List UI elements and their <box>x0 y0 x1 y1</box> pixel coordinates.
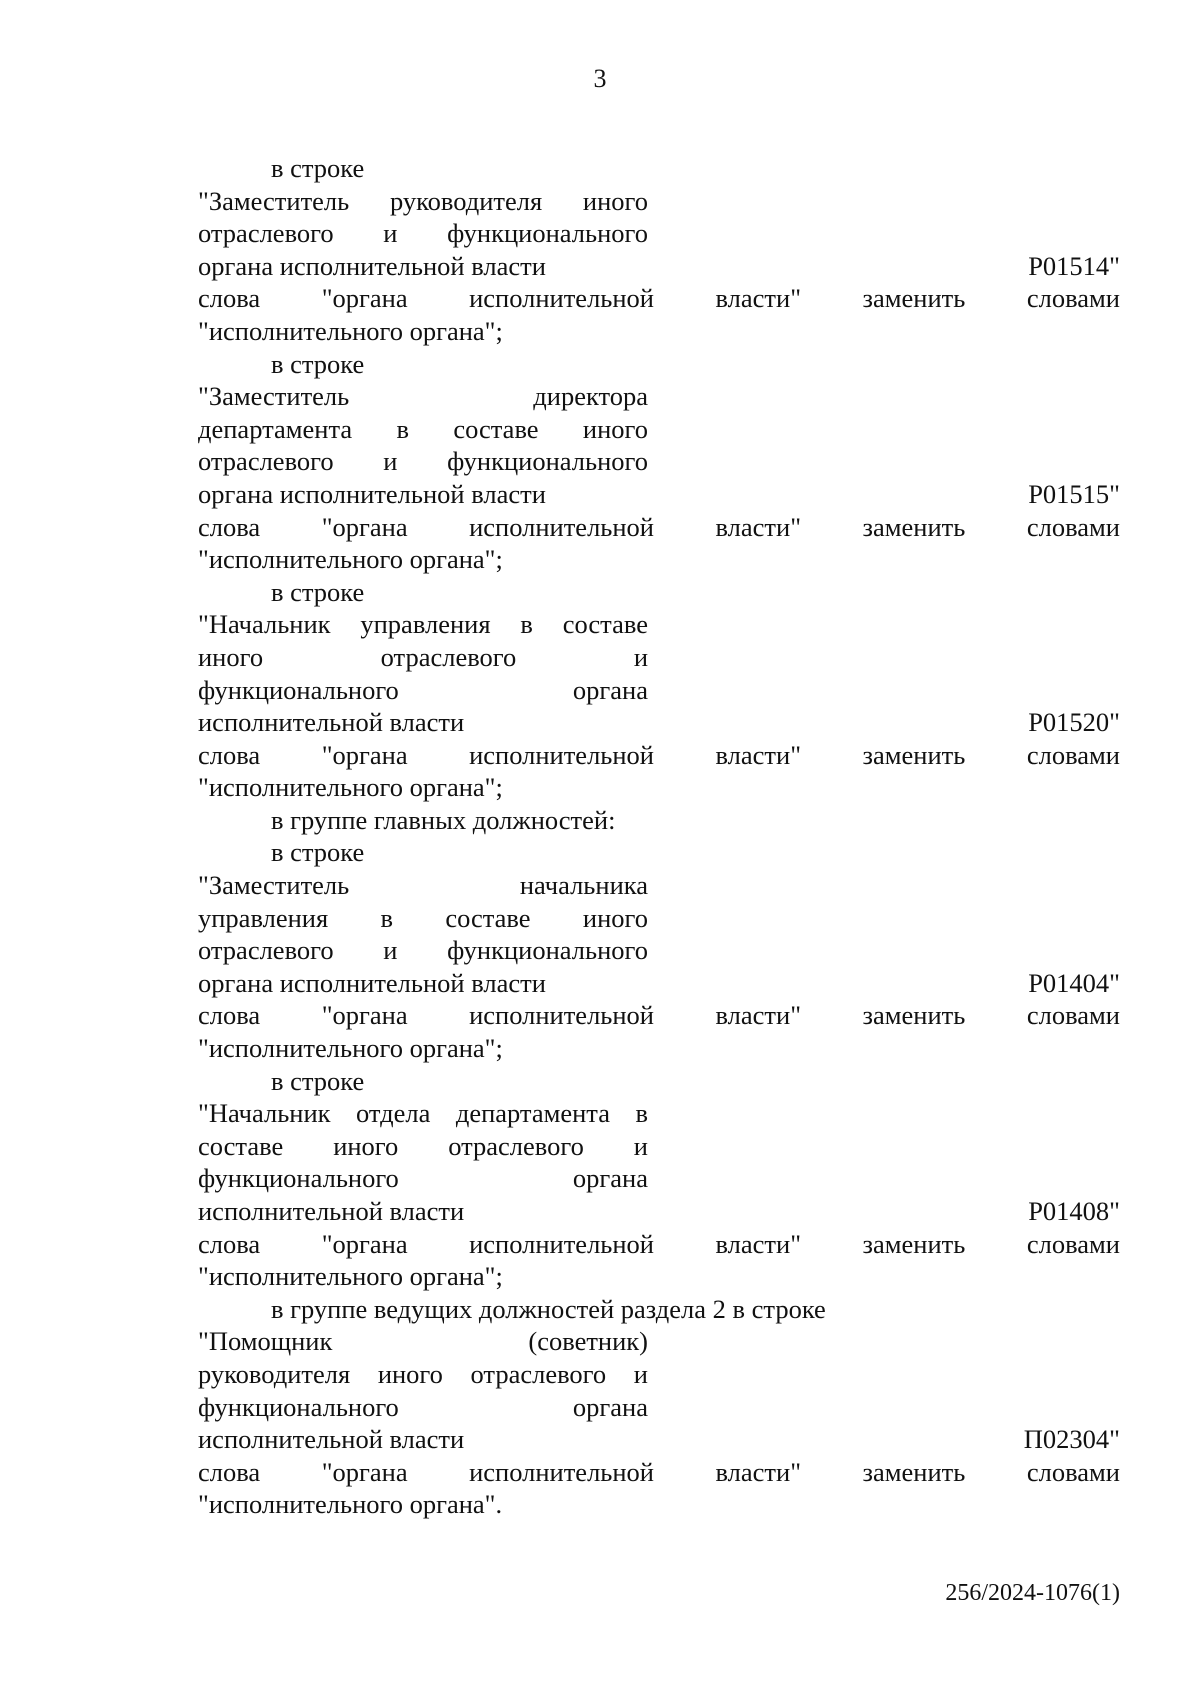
cited-word: (советник) <box>528 1326 648 1357</box>
cited-position-end: исполнительной власти <box>198 1424 465 1455</box>
instruction-word: исполнительной <box>469 1000 654 1031</box>
cited-word: функционального <box>198 1391 399 1422</box>
cited-position-end: органа исполнительной власти <box>198 478 546 509</box>
instruction-word: власти" <box>715 511 802 542</box>
replace-instruction-line <box>198 1456 1120 1489</box>
instruction-word: исполнительной <box>469 1228 654 1259</box>
cited-word: управления <box>360 609 491 640</box>
cited-position-line <box>198 1097 648 1130</box>
intro-line: в строке <box>271 348 365 379</box>
replace-instruction-line <box>198 999 1120 1032</box>
cited-word: иного <box>333 1130 399 1161</box>
cited-word: руководителя <box>389 185 543 216</box>
cited-position-line <box>198 413 648 446</box>
cited-word: составе <box>453 413 539 444</box>
position-code: П02304" <box>1023 1424 1120 1455</box>
instruction-word: заменить <box>862 1000 966 1031</box>
instruction-word: исполнительной <box>469 739 654 770</box>
cited-position-line <box>198 934 648 967</box>
cited-word: и <box>383 935 398 966</box>
cited-word: функционального <box>447 218 648 249</box>
cited-word: "Начальник <box>198 1098 331 1129</box>
intro-line: в строке <box>271 576 365 607</box>
position-code: Р01404" <box>1028 967 1120 998</box>
instruction-word: слова <box>198 739 261 770</box>
amendment-block <box>198 1293 1120 1521</box>
cited-word: начальника <box>519 870 648 901</box>
instruction-word: власти" <box>715 1000 802 1031</box>
cited-word: функционального <box>198 674 399 705</box>
cited-word: функционального <box>198 1163 399 1194</box>
cited-position-line <box>198 1162 648 1195</box>
instruction-word: слова <box>198 283 261 314</box>
cited-word: "Заместитель <box>198 870 350 901</box>
cited-position-code-line <box>198 478 1120 511</box>
cited-position-line <box>198 380 648 413</box>
replace-instruction-line <box>198 511 1120 544</box>
cited-position-line <box>198 902 648 935</box>
page-number: 3 <box>593 64 607 93</box>
cited-word: управления <box>198 902 329 933</box>
cited-position-line <box>198 185 648 218</box>
instruction-word: власти" <box>715 1228 802 1259</box>
intro-line: в строке <box>271 1065 365 1096</box>
position-code: Р01515" <box>1028 478 1120 509</box>
instruction-word: заменить <box>862 739 966 770</box>
cited-position-line <box>198 217 648 250</box>
cited-position-line <box>198 1391 648 1424</box>
cited-word: функционального <box>447 935 648 966</box>
cited-word: "Заместитель <box>198 381 350 412</box>
cited-word: иного <box>582 413 648 444</box>
cited-word: органа <box>572 674 648 705</box>
cited-word: "Начальник <box>198 609 331 640</box>
cited-word: иного <box>582 185 648 216</box>
instruction-word: исполнительной <box>469 283 654 314</box>
amendment-block <box>198 576 1120 804</box>
cited-word: отраслевого <box>448 1130 584 1161</box>
cited-word: департамента <box>198 413 353 444</box>
cited-word: департамента <box>455 1098 610 1129</box>
instruction-word: "органа <box>321 739 408 770</box>
cited-word: и <box>383 446 398 477</box>
instruction-word: заменить <box>862 511 966 542</box>
replacement-text: "исполнительного органа"; <box>198 772 503 803</box>
instruction-word: слова <box>198 511 261 542</box>
cited-word: и <box>633 1358 648 1389</box>
document-code: 256/2024-1076(1) <box>945 1580 1120 1606</box>
intro-line: в группе главных должностей: <box>271 804 616 835</box>
intro-line: в строке <box>271 837 365 868</box>
instruction-word: исполнительной <box>469 1456 654 1487</box>
instruction-word: слова <box>198 1456 261 1487</box>
cited-position-line <box>198 641 648 674</box>
cited-word: руководителя <box>198 1358 351 1389</box>
amendment-block <box>198 348 1120 576</box>
instruction-word: "органа <box>321 1000 408 1031</box>
cited-position-line <box>198 608 648 641</box>
instruction-word: словами <box>1026 1456 1120 1487</box>
cited-word: отраслевого <box>470 1358 607 1389</box>
instruction-word: слова <box>198 1000 261 1031</box>
cited-word: отдела <box>356 1098 431 1129</box>
cited-word: отраслевого <box>380 641 517 672</box>
instruction-word: заменить <box>862 1456 966 1487</box>
cited-position-line <box>198 1358 648 1391</box>
cited-word: иного <box>582 902 648 933</box>
amendment-block <box>198 804 1120 1065</box>
instruction-word: словами <box>1026 739 1120 770</box>
cited-position-end: исполнительной власти <box>198 1196 465 1226</box>
cited-word: "Помощник <box>198 1326 333 1357</box>
replacement-text: "исполнительного органа"; <box>198 1261 503 1292</box>
instruction-word: словами <box>1026 1000 1120 1031</box>
cited-position-line <box>198 869 648 902</box>
cited-position-end: исполнительной власти <box>198 707 465 738</box>
cited-word: отраслевого <box>198 218 334 249</box>
document-body <box>198 152 1120 1521</box>
instruction-word: "органа <box>321 1228 408 1259</box>
cited-word: директора <box>533 381 648 412</box>
cited-word: в <box>380 902 393 933</box>
cited-position-code-line <box>198 706 1120 739</box>
cited-word: и <box>633 641 648 672</box>
replace-instruction-line <box>198 739 1120 772</box>
position-code: Р01520" <box>1028 707 1120 738</box>
amendment-block <box>198 1065 1120 1293</box>
instruction-word: "органа <box>321 1456 408 1487</box>
cited-word: в <box>396 413 409 444</box>
cited-word: отраслевого <box>198 935 334 966</box>
cited-position-end: органа исполнительной власти <box>198 250 546 281</box>
cited-word: в <box>520 609 533 640</box>
cited-word: иного <box>377 1358 443 1389</box>
cited-position-code-line <box>198 1195 1120 1228</box>
cited-position-line <box>198 445 648 478</box>
cited-word: органа <box>572 1391 648 1422</box>
position-code: Р01408" <box>1028 1196 1120 1226</box>
cited-word: отраслевого <box>198 446 334 477</box>
cited-position-line <box>198 1130 648 1163</box>
cited-word: "Заместитель <box>198 185 350 216</box>
cited-word: функционального <box>447 446 648 477</box>
replacement-text: "исполнительного органа". <box>198 1489 503 1520</box>
instruction-word: словами <box>1026 283 1120 314</box>
cited-position-end: органа исполнительной власти <box>198 967 546 998</box>
intro-line: в группе ведущих должностей раздела 2 в строке <box>271 1293 826 1324</box>
cited-word: иного <box>198 641 264 672</box>
instruction-word: власти" <box>715 283 802 314</box>
instruction-word: словами <box>1026 511 1120 542</box>
replace-instruction-line <box>198 1228 1120 1261</box>
replacement-text: "исполнительного органа"; <box>198 1033 503 1064</box>
cited-position-code-line <box>198 1423 1120 1456</box>
cited-word: органа <box>572 1163 648 1194</box>
instruction-word: слова <box>198 1228 261 1259</box>
amendment-block <box>198 152 1120 348</box>
cited-word: и <box>383 218 398 249</box>
position-code: Р01514" <box>1028 250 1120 281</box>
instruction-word: словами <box>1026 1228 1120 1259</box>
replacement-text: "исполнительного органа"; <box>198 544 503 575</box>
cited-word: и <box>633 1130 648 1161</box>
cited-word: составе <box>445 902 531 933</box>
instruction-word: исполнительной <box>469 511 654 542</box>
replacement-text: "исполнительного органа"; <box>198 315 503 346</box>
cited-word: составе <box>562 609 648 640</box>
instruction-word: власти" <box>715 739 802 770</box>
cited-position-code-line <box>198 250 1120 283</box>
instruction-word: заменить <box>862 1228 966 1259</box>
cited-word: в <box>635 1098 648 1129</box>
instruction-word: "органа <box>321 283 408 314</box>
instruction-word: "органа <box>321 511 408 542</box>
instruction-word: власти" <box>715 1456 802 1487</box>
replace-instruction-line <box>198 282 1120 315</box>
cited-position-line <box>198 674 648 707</box>
instruction-word: заменить <box>862 283 966 314</box>
intro-line: в строке <box>271 153 365 183</box>
cited-position-line <box>198 1325 648 1358</box>
cited-position-code-line <box>198 967 1120 1000</box>
cited-word: составе <box>198 1130 284 1161</box>
